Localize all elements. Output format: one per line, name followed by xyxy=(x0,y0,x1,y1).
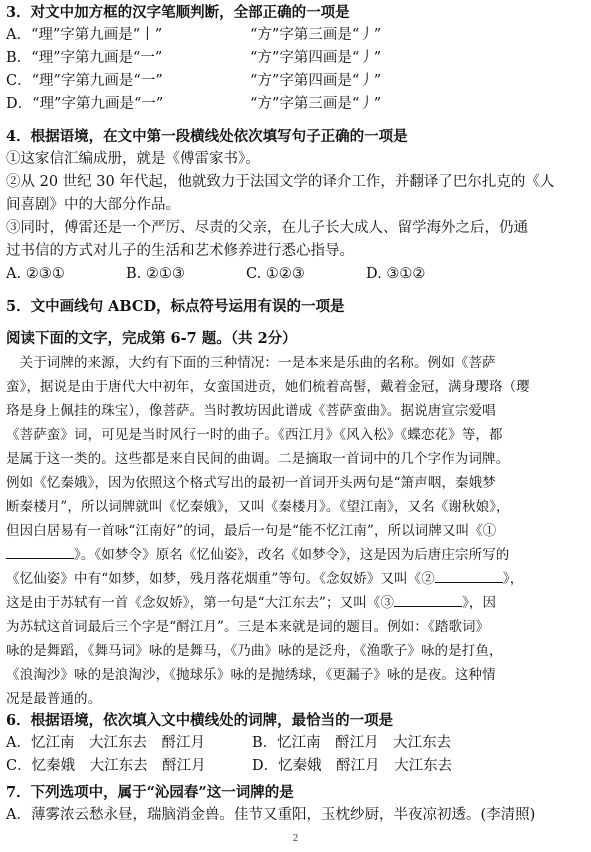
q6-title: 6．根据语境，依次填入文中横线处的词牌，最恰当的一项是 xyxy=(6,712,394,729)
q3-option-d-text2: “方”字第三画是“丿” xyxy=(250,96,382,112)
blank-2-close: 》， xyxy=(502,571,524,587)
reading-line-9-text: 《如梦令》原名《忆仙姿》，改名《如梦令》，这是因为后唐庄宗所写的 xyxy=(94,547,510,563)
q3-option-c xyxy=(6,70,586,92)
blank-1-line xyxy=(6,544,74,559)
q4-options xyxy=(6,263,586,285)
q4-line-5: 过书信的方式对儿子的生活和艺术修养进行悉心指导。 xyxy=(6,243,354,259)
reading-line-13: 咏的是舞蹈，《舞马词》咏的是舞马，《乃曲》咏的是泛舟，《渔歌子》咏的是打鱼， xyxy=(6,643,503,659)
q4-line-2: ②从 20 世纪 30 年代起，他就致力于法国文学的译介工作，并翻译了巴尔扎克的《人 xyxy=(6,174,555,190)
q4-line-1: ①这家信汇编成册，就是《傅雷家书》。 xyxy=(6,151,260,167)
blank-3-line xyxy=(394,592,462,607)
reading-line-9 xyxy=(6,543,586,567)
reading-line-15: 况是最普通的。 xyxy=(6,691,102,707)
q3-option-a-text2: “方”字第三画是“丿” xyxy=(250,27,382,43)
reading-line-10-text: 《忆仙姿》中有“如梦，如梦，残月落花烟重”等句。《念奴娇》又叫《② xyxy=(6,571,435,587)
q7-title: 7．下列选项中，属于“沁园春”这一词牌的是 xyxy=(6,784,294,801)
reading-line-14: 《浪淘沙》咏的是浪淘沙，《抛球乐》咏的是抛绣球，《更漏子》咏的是夜。这种情 xyxy=(6,667,496,683)
q3-option-b-text1: B．“理”字第九画是“一” xyxy=(6,50,163,66)
reading-line-1: 关于词牌的来源，大约有下面的三种情况：一是本来是乐曲的名称。例如《菩萨 xyxy=(6,355,496,371)
q4-option-a: A. ②③① xyxy=(6,266,65,282)
blank-2-line xyxy=(435,568,503,583)
q6-options-row-2 xyxy=(6,755,586,777)
q3-option-c-text2: “方”字第四画是“丿” xyxy=(250,73,382,89)
reading-line-2: 蛮》，据说是由于唐代大中初年，女蛮国进贡，她们梳着高髻，戴着金冠，满身璎珞（璎 xyxy=(6,379,530,395)
q4-title: 4．根据语境，在文中第一段横线处依次填写句子正确的一项是 xyxy=(6,128,408,145)
reading-line-3: 珞是身上佩挂的珠宝），像菩萨。当时教坊因此谱成《菩萨蛮曲》。据说唐宣宗爱唱 xyxy=(6,403,496,419)
q4-option-d: D. ③①② xyxy=(366,266,426,282)
q5-title: 5．文中画线句 ABCD，标点符号运用有误的一项是 xyxy=(6,298,345,315)
reading-line-11-tail: 》，因 xyxy=(462,595,497,611)
q4-line-4: ③同时，傅雷还是一个严厉、尽责的父亲，在儿子长大成人、留学海外之后，仍通 xyxy=(6,220,528,236)
reading-line-6: 例如《忆秦娥》，因为依照这个格式写出的最初一首词开头两句是“箫声咽，秦娥梦 xyxy=(6,475,496,491)
q6-option-c: C．忆秦娥 大江东去 酹江月 xyxy=(6,758,206,774)
blank-1-close: 》。 xyxy=(74,547,95,563)
reading-line-10 xyxy=(6,567,586,591)
reading-line-8: 但因白居易有一首咏“江南好”的词，最后一句是“能不忆江南”，所以词牌又叫《① xyxy=(6,523,497,539)
q3-title: 3．对文中加方框的汉字笔顺判断，全部正确的一项是 xyxy=(6,4,350,21)
q6-option-a: A．忆江南 大江东去 酹江月 xyxy=(6,735,205,751)
q3-option-a xyxy=(6,24,586,46)
q6-option-d: D．忆秦娥 酹江月 大江东去 xyxy=(252,758,453,774)
q3-option-b-text2: “方”字第四画是“丿” xyxy=(250,50,382,66)
q7-option-a: A．薄雾浓云愁永昼，瑞脑消金兽。佳节又重阳，玉枕纱厨，半夜凉初透。(李清照) xyxy=(6,807,536,823)
q6-option-b: B．忆江南 酹江月 大江东去 xyxy=(252,735,452,751)
reading-line-12: 为苏轼这首词最后三个字是“酹江月”。三是本来就是词的题目。例如：《踏歌词》 xyxy=(6,619,490,635)
q3-option-d-text1: D．“理”字第九画是“一” xyxy=(6,96,164,112)
reading-line-11 xyxy=(6,591,586,615)
q6-options-row-1 xyxy=(6,732,586,754)
page-number: 2 xyxy=(292,832,299,844)
q4-option-c: C. ①②③ xyxy=(246,266,305,282)
q3-option-c-text1: C．“理”字第九画是“一” xyxy=(6,73,163,89)
q4-line-3: 间喜剧》中的大部分作品。 xyxy=(6,197,180,213)
q3-option-b xyxy=(6,47,586,69)
q3-option-d xyxy=(6,93,586,115)
q4-option-b: B. ②①③ xyxy=(126,266,185,282)
reading-line-11-text: 这是由于苏轼有一首《念奴娇》，第一句是“大江东去”；又叫《③ xyxy=(6,595,395,611)
q3-option-a-text1: A．“理”字第九画是“丨” xyxy=(6,27,163,43)
reading-line-5: 是属于这一类的。这些都是来自民间的曲调。二是摘取一首词中的几个字作为词牌。 xyxy=(6,451,510,467)
reading-title: 阅读下面的文字，完成第 6-7 题。（共 2分） xyxy=(6,330,297,347)
reading-line-7: 断秦楼月”，所以词牌就叫《忆秦娥》，又叫《秦楼月》。《望江南》，又名《谢秋娘》， xyxy=(6,499,510,515)
reading-line-4: 《菩萨蛮》词，可见是当时风行一时的曲子。《西江月》《风入松》《蝶恋花》等，都 xyxy=(6,427,503,443)
